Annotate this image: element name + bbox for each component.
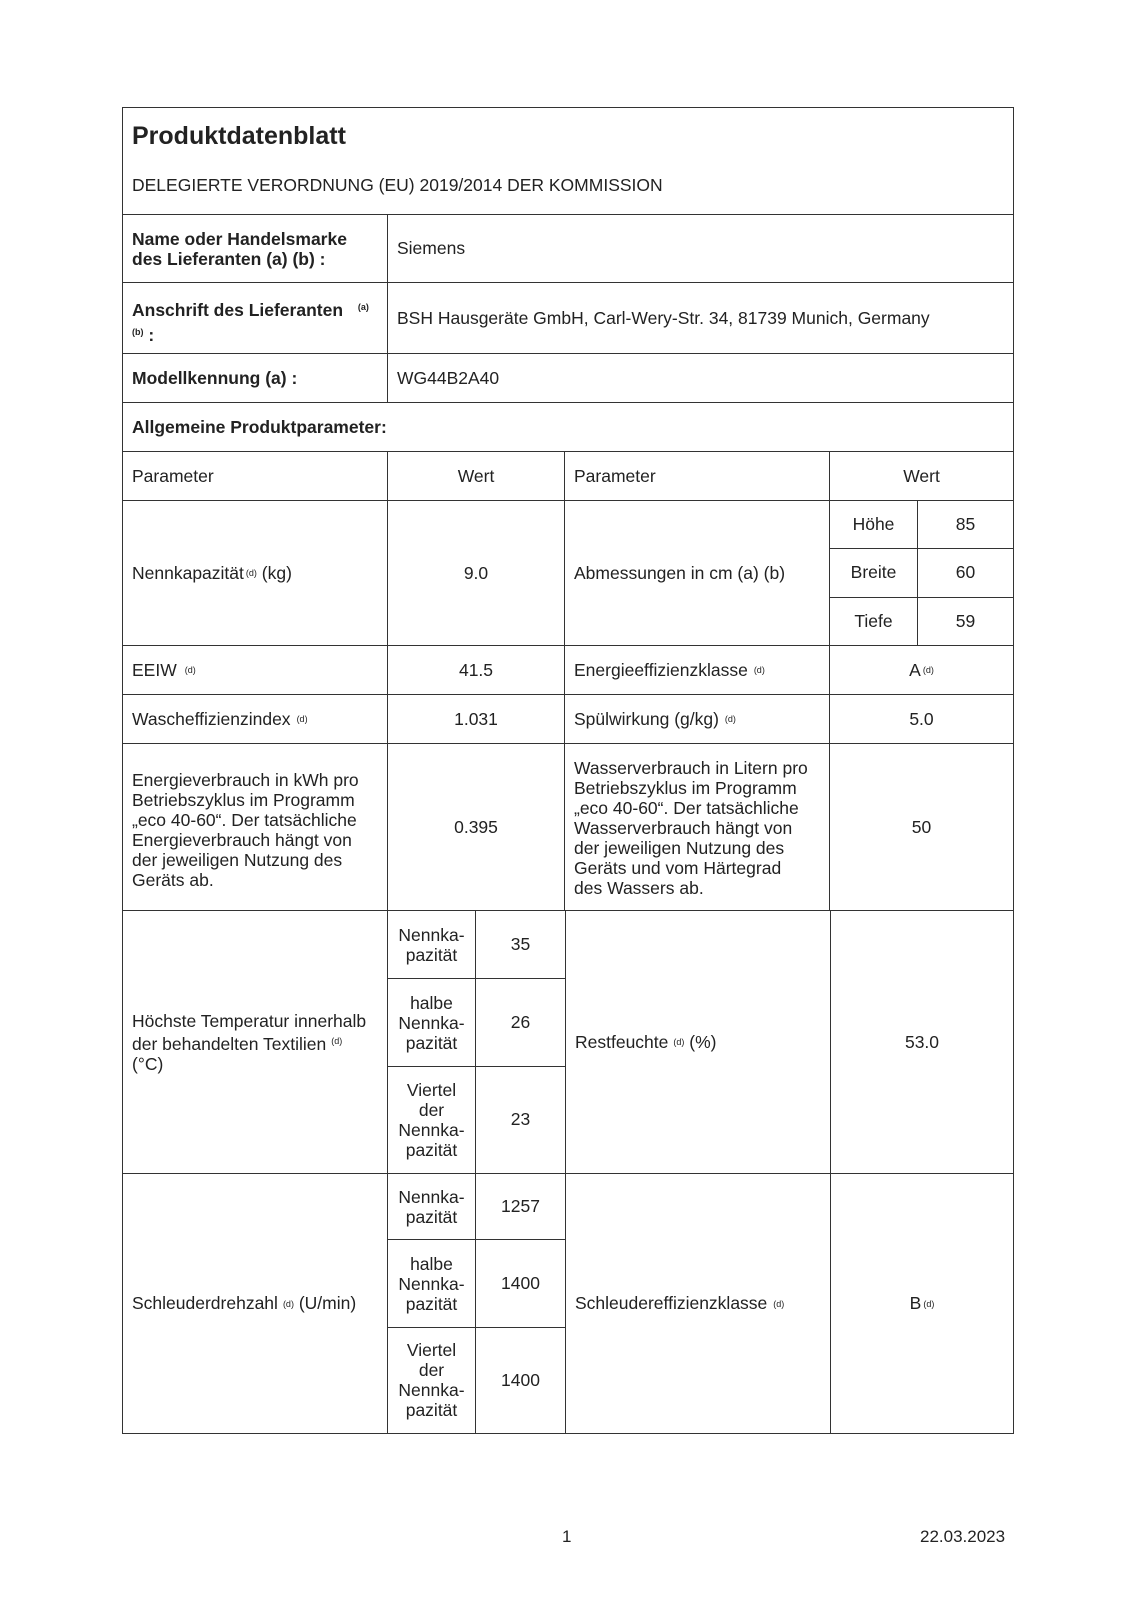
- model-label: Modellkennung (a) :: [123, 354, 388, 402]
- section-title-row: [123, 403, 1013, 452]
- capacity-label: Nennkapazität (d) (kg): [123, 501, 388, 645]
- eeiw-row: [123, 646, 1013, 695]
- wash-index-value: 1.031: [388, 695, 565, 743]
- max-temperature-values: [388, 911, 566, 1173]
- dimensions-values: [830, 501, 1013, 645]
- supplier-address-row: [123, 283, 1013, 354]
- wash-index-label: Wascheffizienzindex (d): [123, 695, 388, 743]
- title-block: [123, 108, 1013, 215]
- supplier-address-label: Anschrift des Lieferanten $^{(a)}$ $^{(b)}$ :: [123, 283, 388, 353]
- energy-consumption-label: Energieverbrauch in kWh pro Betriebszyklus im Programm „eco 40-60“. Der tatsächliche Energieverbrauch hängt von der jeweiligen Nutzung des Geräts ab.: [123, 744, 388, 910]
- dimension-height: Höhe 85: [830, 501, 1013, 549]
- dimension-width: Breite 60: [830, 549, 1013, 597]
- spin-full-capacity: Nennka- pazität 1257: [388, 1174, 565, 1240]
- col-header-parameter-2: Parameter: [565, 452, 830, 500]
- dimensions-label: Abmessungen in cm (a) (b): [565, 501, 830, 645]
- temp-half-capacity: halbe Nennka- pazität 26: [388, 979, 565, 1066]
- page-title: Produktdatenblatt: [132, 122, 346, 150]
- supplier-name-value: Siemens: [397, 238, 466, 258]
- energy-class-value: A (d): [909, 659, 934, 680]
- spin-class-value: B (d): [909, 1293, 935, 1313]
- max-temperature-label: Höchste Temperatur innerhalb der behandelten Textilien $^{(d)}$ (°C): [123, 911, 388, 1173]
- document-date: 22.03.2023: [920, 1527, 1006, 1546]
- energy-consumption-value: 0.395: [388, 744, 565, 910]
- supplier-name-row: [123, 215, 1013, 283]
- col-header-value-2: Wert: [903, 465, 940, 486]
- dimension-depth: Tiefe 59: [830, 598, 1013, 645]
- supplier-name-label: Name oder Handelsmarke des Lieferanten (a) (b) :: [123, 215, 388, 282]
- temp-full-capacity: Nennka- pazität 35: [388, 911, 565, 979]
- section-title: Allgemeine Produktparameter:: [132, 416, 387, 437]
- temperature-row: [123, 911, 1013, 1174]
- supplier-address-value: BSH Hausgeräte GmbH, Carl-Wery-Str. 34, 81739 Munich, Germany: [397, 307, 930, 328]
- spin-class-label: Schleudereffizienzklasse (d): [566, 1174, 831, 1433]
- water-consumption-value: 50: [911, 816, 932, 837]
- spin-quarter-capacity: Viertel der Nennka- pazität 1400: [388, 1328, 565, 1433]
- rinse-value: 5.0: [909, 708, 934, 729]
- model-value: WG44B2A40: [397, 367, 500, 388]
- model-row: [123, 354, 1013, 403]
- spin-speed-label: Schleuderdrehzahl (d) (U/min): [123, 1174, 388, 1433]
- product-data-sheet: [122, 107, 1014, 1434]
- spin-row: [123, 1174, 1013, 1433]
- water-consumption-label: Wasserverbrauch in Litern pro Betriebszyklus im Programm „eco 40-60“. Der tatsächliche Wasserverbrauch hängt von der jeweiligen Nutzung des Geräts und vom Härtegrad des Wassers ab.: [565, 744, 830, 910]
- col-header-parameter-1: Parameter: [123, 452, 388, 500]
- residual-moisture-value: 53.0: [904, 1031, 940, 1052]
- consumption-row: [123, 744, 1013, 911]
- capacity-dimensions-row: [123, 501, 1013, 646]
- column-header-row: [123, 452, 1013, 501]
- capacity-value: 9.0: [388, 501, 565, 645]
- eeiw-value: 41.5: [388, 646, 565, 694]
- page-number: 1: [562, 1527, 572, 1546]
- wash-index-row: [123, 695, 1013, 744]
- regulation-subtitle: DELEGIERTE VERORDNUNG (EU) 2019/2014 DER KOMMISSION: [132, 175, 663, 195]
- residual-moisture-label: Restfeuchte (d) (%): [566, 911, 831, 1173]
- rinse-label: Spülwirkung (g/kg) (d): [565, 695, 830, 743]
- col-header-value-1: Wert: [388, 452, 565, 500]
- spin-speed-values: [388, 1174, 566, 1433]
- spin-half-capacity: halbe Nennka- pazität 1400: [388, 1240, 565, 1327]
- eeiw-label: EEIW (d): [123, 646, 388, 694]
- temp-quarter-capacity: Viertel der Nennka- pazität 23: [388, 1067, 565, 1173]
- energy-class-label: Energieeffizienzklasse (d): [565, 646, 830, 694]
